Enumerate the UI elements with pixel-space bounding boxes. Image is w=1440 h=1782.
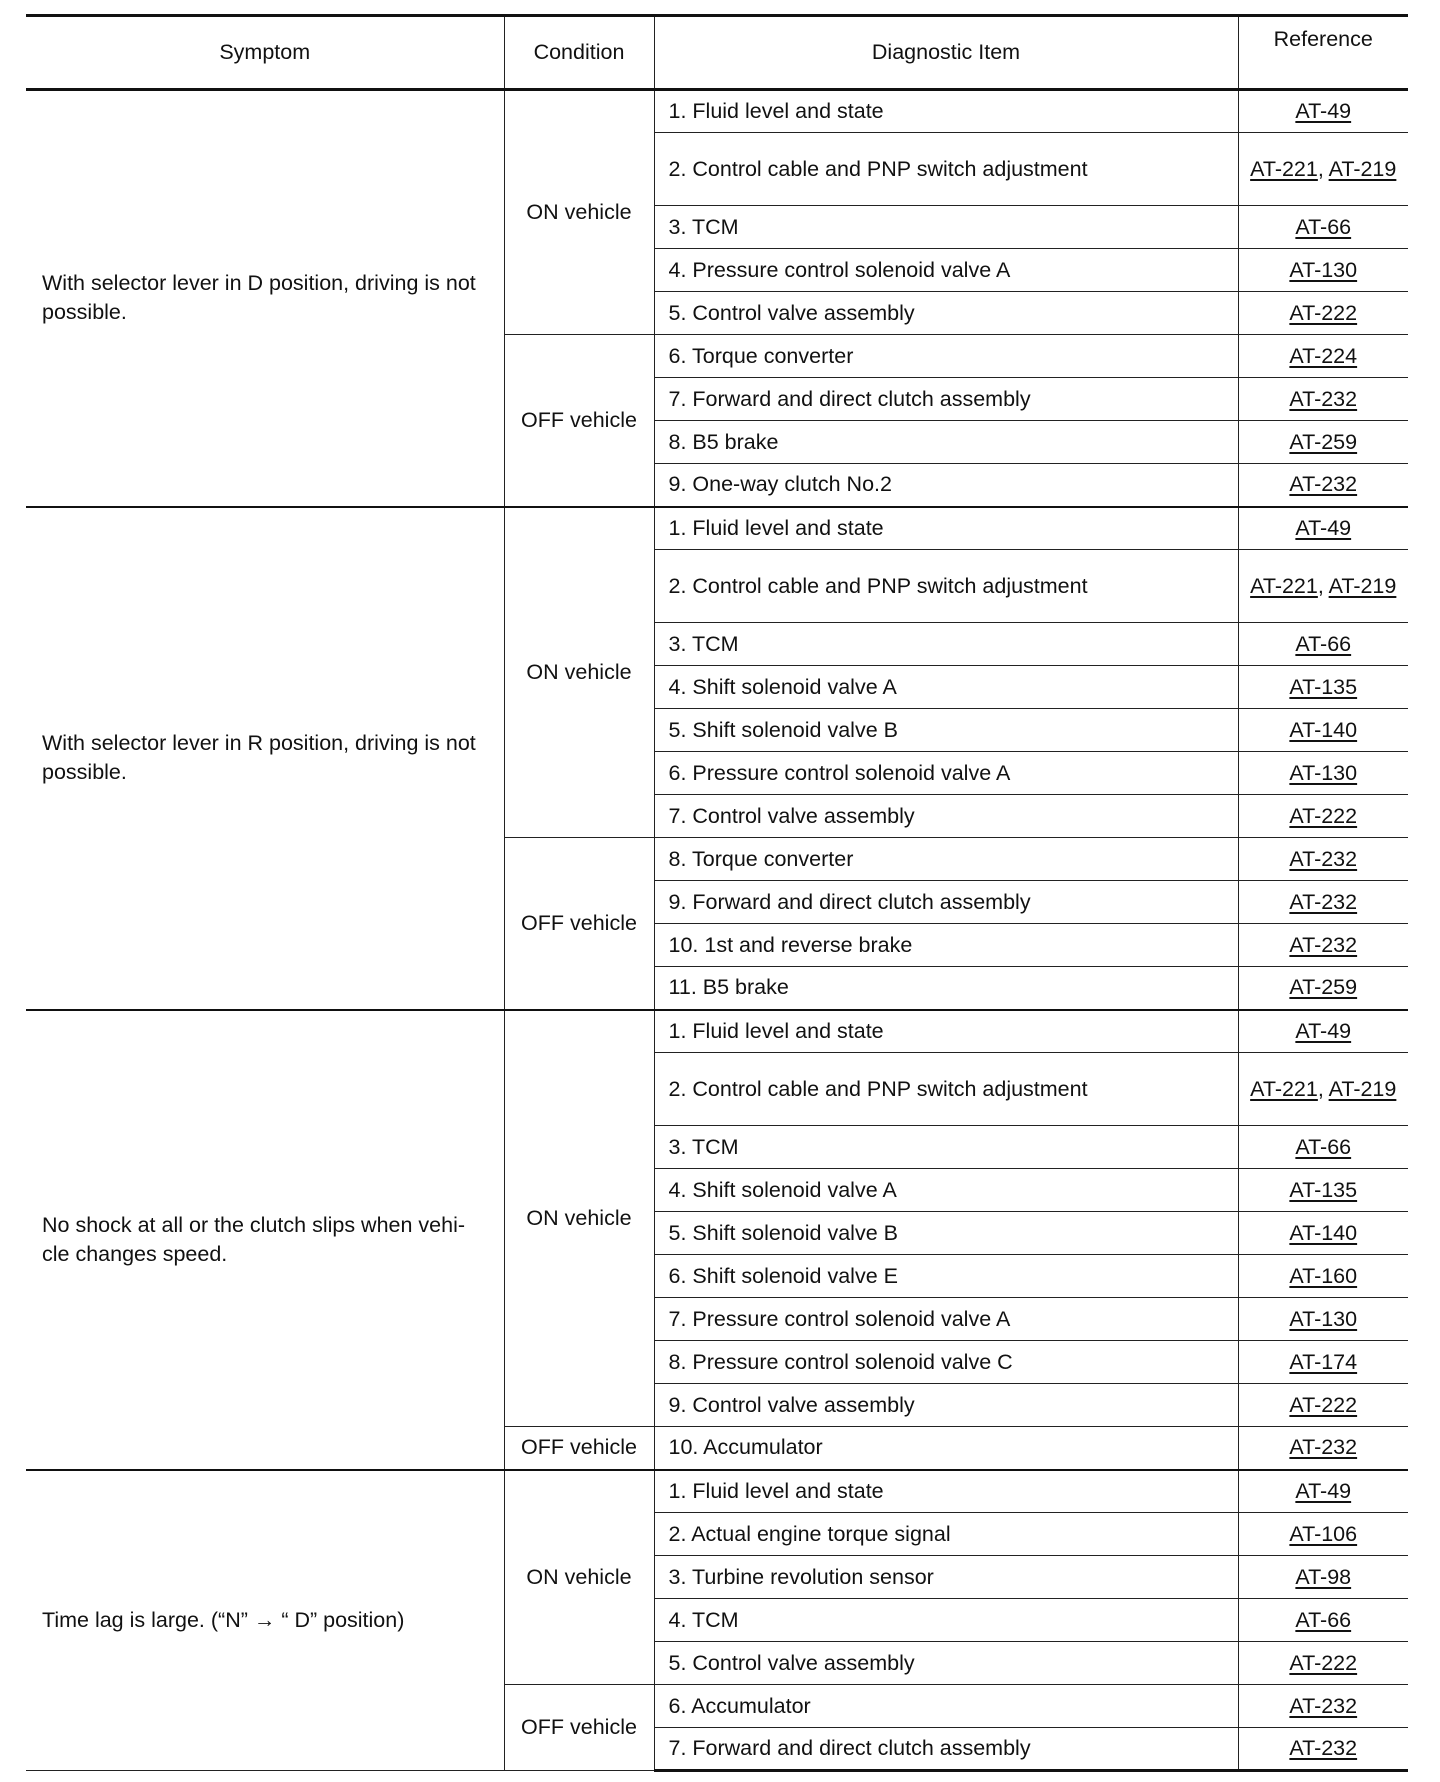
diagnostic-item-cell: 3. TCM — [654, 1126, 1238, 1169]
condition-cell: OFF vehicle — [504, 335, 654, 507]
diagnostic-item-cell: 8. Pressure control solenoid valve C — [654, 1341, 1238, 1384]
reference-cell — [1238, 924, 1408, 967]
reference-link[interactable]: AT-232 — [1289, 1736, 1358, 1760]
diagnostic-item-cell: 8. B5 brake — [654, 421, 1238, 464]
condition-cell: ON vehicle — [504, 1010, 654, 1427]
reference-link[interactable]: AT-66 — [1295, 631, 1352, 656]
reference-link[interactable]: AT-232 — [1289, 846, 1358, 871]
reference-link[interactable]: AT-221 — [1250, 156, 1318, 181]
reference-cell — [1238, 838, 1408, 881]
reference-link[interactable]: AT-219 — [1328, 156, 1397, 181]
reference-cell — [1238, 335, 1408, 378]
reference-link[interactable]: AT-259 — [1289, 429, 1358, 454]
condition-cell: OFF vehicle — [504, 838, 654, 1010]
reference-link[interactable]: AT-49 — [1295, 1018, 1352, 1043]
diagnostic-item-cell: 4. Shift solenoid valve A — [654, 666, 1238, 709]
reference-cell — [1238, 881, 1408, 924]
diagnostic-item-cell: 1. Fluid level and state — [654, 1470, 1238, 1513]
reference-cell — [1238, 1728, 1408, 1771]
reference-link[interactable]: AT-222 — [1289, 1650, 1358, 1675]
diagnostic-item-cell: 4. TCM — [654, 1599, 1238, 1642]
diagnostic-item-cell: 5. Control valve assembly — [654, 292, 1238, 335]
diagnostic-item-cell: 2. Control cable and PNP switch adjustment — [654, 550, 1238, 623]
symptom-cell: With selector lever in R position, driving is not possible. — [26, 507, 504, 1010]
reference-link[interactable]: AT-135 — [1289, 674, 1358, 699]
reference-link[interactable]: AT-130 — [1289, 1306, 1358, 1331]
reference-separator: , — [1317, 1076, 1329, 1101]
reference-cell — [1238, 206, 1408, 249]
reference-link[interactable]: AT-106 — [1289, 1521, 1358, 1546]
table-row — [26, 507, 1408, 550]
diagnostic-item-cell: 6. Pressure control solenoid valve A — [654, 752, 1238, 795]
reference-link[interactable]: AT-232 — [1289, 932, 1358, 957]
reference-separator: , — [1317, 573, 1329, 598]
diagnostic-item-cell: 3. TCM — [654, 206, 1238, 249]
diagnostic-item-cell: 7. Pressure control solenoid valve A — [654, 1298, 1238, 1341]
reference-link[interactable]: AT-221 — [1250, 573, 1318, 598]
reference-cell — [1238, 1513, 1408, 1556]
reference-link[interactable]: AT-130 — [1289, 760, 1358, 785]
diagnosis-table — [26, 14, 1408, 1772]
reference-link[interactable]: AT-66 — [1295, 214, 1352, 239]
diagnostic-item-cell: 7. Control valve assembly — [654, 795, 1238, 838]
reference-link[interactable]: AT-232 — [1289, 1693, 1358, 1718]
diagnostic-item-cell: 9. One-way clutch No.2 — [654, 464, 1238, 507]
reference-cell — [1238, 133, 1408, 206]
reference-cell — [1238, 249, 1408, 292]
diagnostic-item-cell: 1. Fluid level and state — [654, 507, 1238, 550]
diagnostic-item-cell: 9. Control valve assembly — [654, 1384, 1238, 1427]
diagnostic-item-cell: 7. Forward and direct clutch assembly — [654, 1728, 1238, 1771]
condition-cell: ON vehicle — [504, 1470, 654, 1685]
reference-link[interactable]: AT-49 — [1295, 99, 1352, 123]
header-symptom: Symptom — [26, 16, 504, 90]
reference-cell — [1238, 709, 1408, 752]
symptom-cell: No shock at all or the clutch slips when vehi-cle changes speed. — [26, 1010, 504, 1470]
symptom-cell: With selector lever in D position, driving is not possible. — [26, 90, 504, 507]
reference-cell — [1238, 464, 1408, 507]
reference-link[interactable]: AT-232 — [1289, 472, 1358, 497]
diagnostic-item-cell: 4. Pressure control solenoid valve A — [654, 249, 1238, 292]
diagnostic-item-cell: 1. Fluid level and state — [654, 90, 1238, 133]
diagnostic-item-cell: 6. Accumulator — [654, 1685, 1238, 1728]
reference-cell — [1238, 1341, 1408, 1384]
reference-link[interactable]: AT-224 — [1289, 343, 1358, 368]
reference-link[interactable]: AT-66 — [1295, 1134, 1352, 1159]
condition-cell: ON vehicle — [504, 507, 654, 838]
diagnostic-item-cell: 2. Actual engine torque signal — [654, 1513, 1238, 1556]
reference-cell — [1238, 1470, 1408, 1513]
reference-cell — [1238, 795, 1408, 838]
symptom-cell: Time lag is large. (“N” → “ D” position) — [26, 1470, 504, 1771]
reference-cell — [1238, 1169, 1408, 1212]
reference-cell — [1238, 90, 1408, 133]
reference-cell — [1238, 1212, 1408, 1255]
reference-link[interactable]: AT-219 — [1328, 573, 1397, 598]
diagnostic-item-cell: 10. 1st and reverse brake — [654, 924, 1238, 967]
diagnostic-item-cell: 5. Control valve assembly — [654, 1642, 1238, 1685]
diagnostic-item-cell: 3. Turbine revolution sensor — [654, 1556, 1238, 1599]
diagnostic-item-cell: 4. Shift solenoid valve A — [654, 1169, 1238, 1212]
diagnostic-item-cell: 6. Shift solenoid valve E — [654, 1255, 1238, 1298]
reference-cell — [1238, 1384, 1408, 1427]
reference-link[interactable]: AT-140 — [1289, 1220, 1358, 1245]
reference-cell — [1238, 1126, 1408, 1169]
reference-link[interactable]: AT-66 — [1295, 1607, 1352, 1632]
reference-link[interactable]: AT-135 — [1289, 1177, 1358, 1202]
table-body — [26, 90, 1408, 1771]
diagnostic-item-cell: 10. Accumulator — [654, 1427, 1238, 1470]
reference-cell — [1238, 1556, 1408, 1599]
reference-link[interactable]: AT-49 — [1295, 515, 1352, 540]
reference-cell — [1238, 1053, 1408, 1126]
condition-cell: OFF vehicle — [504, 1685, 654, 1771]
reference-link[interactable]: AT-49 — [1295, 1478, 1352, 1503]
reference-cell — [1238, 623, 1408, 666]
reference-link[interactable]: AT-174 — [1289, 1349, 1358, 1374]
reference-cell — [1238, 378, 1408, 421]
diagnostic-item-cell: 11. B5 brake — [654, 967, 1238, 1010]
reference-link[interactable]: AT-221 — [1250, 1076, 1318, 1101]
condition-cell: OFF vehicle — [504, 1427, 654, 1470]
reference-cell — [1238, 507, 1408, 550]
diagnostic-item-cell: 3. TCM — [654, 623, 1238, 666]
condition-cell: ON vehicle — [504, 90, 654, 335]
diagnostic-item-cell: 5. Shift solenoid valve B — [654, 709, 1238, 752]
reference-cell — [1238, 1685, 1408, 1728]
reference-link[interactable]: AT-232 — [1289, 386, 1358, 411]
header-diagnostic-item: Diagnostic Item — [654, 16, 1238, 90]
reference-link[interactable]: AT-232 — [1289, 1435, 1358, 1460]
reference-cell — [1238, 1255, 1408, 1298]
table-row — [26, 90, 1408, 133]
reference-cell — [1238, 967, 1408, 1010]
reference-link[interactable]: AT-222 — [1289, 803, 1358, 828]
diagnostic-item-cell: 2. Control cable and PNP switch adjustment — [654, 133, 1238, 206]
diagnostic-item-cell: 9. Forward and direct clutch assembly — [654, 881, 1238, 924]
diagnostic-item-cell: 8. Torque converter — [654, 838, 1238, 881]
reference-link[interactable]: AT-98 — [1295, 1564, 1352, 1589]
table-row — [26, 1470, 1408, 1513]
header-reference: Reference — [1238, 16, 1408, 90]
reference-link[interactable]: AT-160 — [1289, 1263, 1358, 1288]
reference-link[interactable]: AT-130 — [1289, 257, 1358, 282]
reference-cell — [1238, 1298, 1408, 1341]
header-condition: Condition — [504, 16, 654, 90]
table-row — [26, 1010, 1408, 1053]
diagnostic-item-cell: 5. Shift solenoid valve B — [654, 1212, 1238, 1255]
reference-cell — [1238, 1010, 1408, 1053]
reference-link[interactable]: AT-140 — [1289, 717, 1358, 742]
reference-cell — [1238, 1642, 1408, 1685]
diagnostic-item-cell: 2. Control cable and PNP switch adjustment — [654, 1053, 1238, 1126]
reference-link[interactable]: AT-219 — [1328, 1076, 1397, 1101]
diagnostic-item-cell: 6. Torque converter — [654, 335, 1238, 378]
diagnostic-item-cell: 7. Forward and direct clutch assembly — [654, 378, 1238, 421]
reference-cell — [1238, 550, 1408, 623]
reference-link[interactable]: AT-222 — [1289, 300, 1358, 325]
reference-link[interactable]: AT-259 — [1289, 975, 1358, 1000]
reference-link[interactable]: AT-232 — [1289, 889, 1358, 914]
reference-cell — [1238, 666, 1408, 709]
reference-cell — [1238, 1599, 1408, 1642]
reference-cell — [1238, 752, 1408, 795]
reference-cell — [1238, 292, 1408, 335]
reference-separator: , — [1317, 156, 1329, 181]
reference-link[interactable]: AT-222 — [1289, 1392, 1358, 1417]
table-header — [26, 16, 1408, 90]
reference-cell — [1238, 1427, 1408, 1470]
diagnosis-table-container — [26, 14, 1408, 1772]
diagnostic-item-cell: 1. Fluid level and state — [654, 1010, 1238, 1053]
reference-cell — [1238, 421, 1408, 464]
